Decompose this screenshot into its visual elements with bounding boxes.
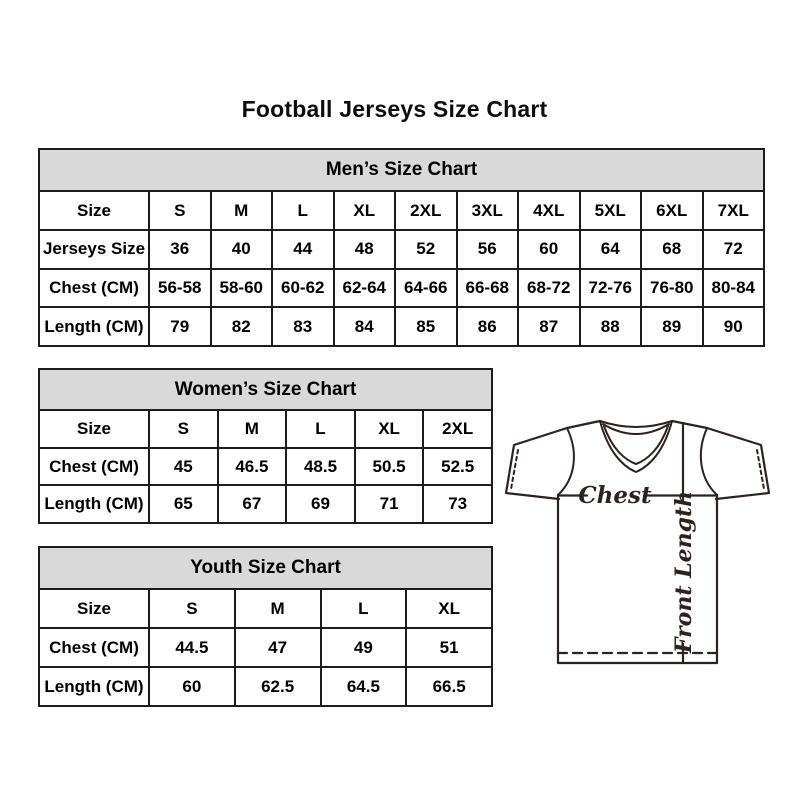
jersey-collar-top-arc — [600, 421, 672, 427]
front-length-label: Front Length — [671, 490, 697, 654]
size-cell: 89 — [641, 307, 703, 346]
size-cell: 67 — [218, 485, 287, 523]
womens-size-table — [38, 368, 493, 524]
mens-table-row — [39, 307, 764, 346]
row-label: Length (CM) — [39, 307, 149, 346]
youth-table-row — [39, 628, 492, 667]
size-cell: 84 — [334, 307, 396, 346]
jersey-vneck-inner — [604, 426, 668, 464]
size-cell: 5XL — [580, 191, 642, 230]
size-cell: 7XL — [703, 191, 765, 230]
size-cell: M — [235, 589, 321, 628]
chest-label: Chest — [578, 482, 652, 509]
size-cell: 49 — [321, 628, 407, 667]
size-cell: XL — [355, 410, 424, 448]
womens-table-row — [39, 410, 492, 448]
jersey-right-sleeve — [672, 421, 769, 499]
size-cell: 52 — [395, 230, 457, 269]
size-cell: 73 — [423, 485, 492, 523]
size-cell: S — [149, 589, 235, 628]
size-cell: L — [321, 589, 407, 628]
size-cell: 46.5 — [218, 448, 287, 486]
size-cell: 68 — [641, 230, 703, 269]
row-label: Size — [39, 410, 149, 448]
mens-table-title: Men’s Size Chart — [39, 149, 764, 191]
mens-table-row — [39, 191, 764, 230]
size-cell: S — [149, 410, 218, 448]
row-label: Size — [39, 589, 149, 628]
size-cell: M — [218, 410, 287, 448]
size-cell: 68-72 — [518, 269, 580, 308]
size-cell: 64.5 — [321, 667, 407, 706]
size-cell: 4XL — [518, 191, 580, 230]
size-cell: 52.5 — [423, 448, 492, 486]
mens-table-row — [39, 269, 764, 308]
size-cell: XL — [334, 191, 396, 230]
size-cell: 64-66 — [395, 269, 457, 308]
mens-size-table — [38, 148, 765, 347]
size-cell: 66.5 — [406, 667, 492, 706]
youth-table-row — [39, 589, 492, 628]
jersey-measurement-diagram — [503, 411, 773, 666]
size-cell: 72-76 — [580, 269, 642, 308]
mens-table-row — [39, 230, 764, 269]
page-title: Football Jerseys Size Chart — [241, 96, 548, 122]
size-cell: 66-68 — [457, 269, 519, 308]
size-cell: 58-60 — [211, 269, 273, 308]
jersey-right-armhole-seam — [701, 428, 717, 495]
jersey-left-armhole-seam — [558, 428, 574, 495]
row-label: Chest (CM) — [39, 628, 149, 667]
size-cell: 44 — [272, 230, 334, 269]
size-cell: 48.5 — [286, 448, 355, 486]
row-label: Jerseys Size — [39, 230, 149, 269]
youth-table-title: Youth Size Chart — [39, 547, 492, 589]
row-label: Size — [39, 191, 149, 230]
size-cell: 51 — [406, 628, 492, 667]
row-label: Length (CM) — [39, 485, 149, 523]
row-label: Chest (CM) — [39, 269, 149, 308]
size-cell: L — [286, 410, 355, 448]
size-cell: 6XL — [641, 191, 703, 230]
youth-size-table — [38, 546, 493, 707]
size-cell: 36 — [149, 230, 211, 269]
size-cell: 44.5 — [149, 628, 235, 667]
size-cell: 56-58 — [149, 269, 211, 308]
size-cell: 48 — [334, 230, 396, 269]
size-cell: M — [211, 191, 273, 230]
size-cell: 83 — [272, 307, 334, 346]
size-cell: 40 — [211, 230, 273, 269]
size-cell: 82 — [211, 307, 273, 346]
size-cell: 76-80 — [641, 269, 703, 308]
size-cell: 87 — [518, 307, 580, 346]
size-cell: 47 — [235, 628, 321, 667]
size-cell: 62-64 — [334, 269, 396, 308]
size-cell: 64 — [580, 230, 642, 269]
size-cell: 86 — [457, 307, 519, 346]
size-cell: 72 — [703, 230, 765, 269]
size-cell: L — [272, 191, 334, 230]
size-cell: XL — [406, 589, 492, 628]
size-cell: 79 — [149, 307, 211, 346]
size-cell: 2XL — [395, 191, 457, 230]
row-label: Chest (CM) — [39, 448, 149, 486]
size-cell: 90 — [703, 307, 765, 346]
size-cell: 60 — [149, 667, 235, 706]
size-cell: 45 — [149, 448, 218, 486]
size-cell: 50.5 — [355, 448, 424, 486]
size-cell: 80-84 — [703, 269, 765, 308]
size-cell: 60-62 — [272, 269, 334, 308]
womens-table-title: Women’s Size Chart — [39, 369, 492, 410]
size-cell: 3XL — [457, 191, 519, 230]
size-cell: 85 — [395, 307, 457, 346]
size-cell: S — [149, 191, 211, 230]
womens-table-row — [39, 448, 492, 486]
size-cell: 2XL — [423, 410, 492, 448]
size-cell: 69 — [286, 485, 355, 523]
size-cell: 60 — [518, 230, 580, 269]
size-cell: 71 — [355, 485, 424, 523]
womens-table-row — [39, 485, 492, 523]
row-label: Length (CM) — [39, 667, 149, 706]
size-cell: 65 — [149, 485, 218, 523]
youth-table-row — [39, 667, 492, 706]
size-cell: 56 — [457, 230, 519, 269]
size-cell: 62.5 — [235, 667, 321, 706]
size-cell: 88 — [580, 307, 642, 346]
